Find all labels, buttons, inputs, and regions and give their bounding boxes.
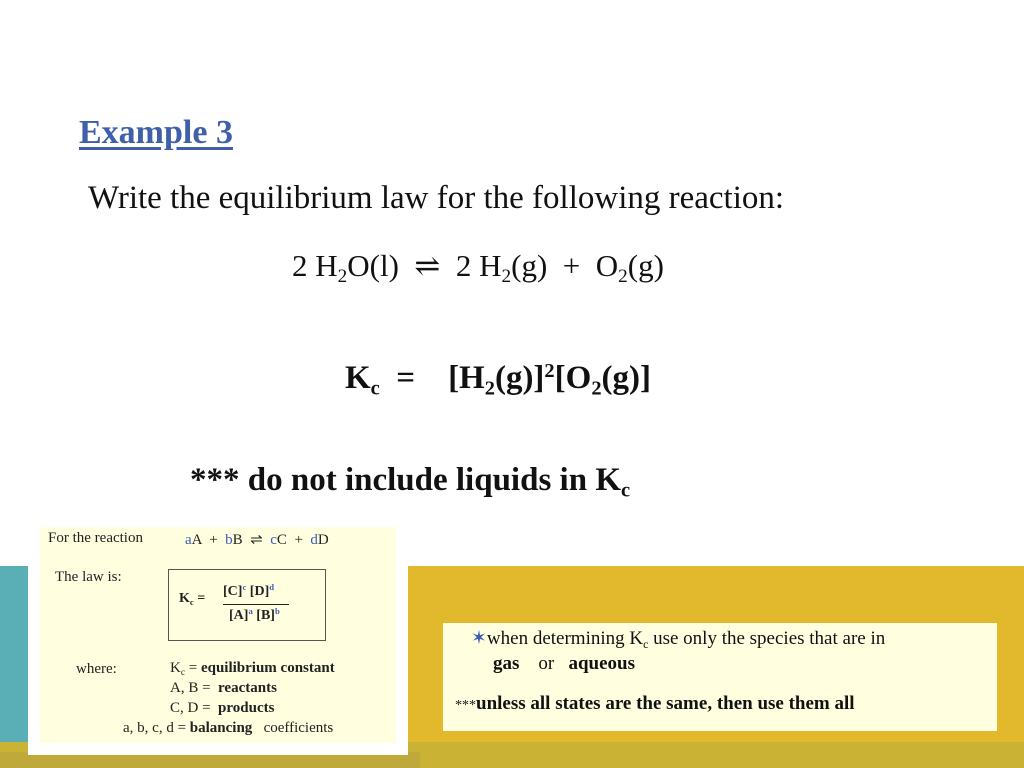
law-denominator: $[A]^a$ $[B]^b$ <box>229 606 280 623</box>
equilibrium-arrow-icon: ⇌ <box>414 248 441 283</box>
product-hydrogen: 2 $H_2(g)$ <box>455 248 548 288</box>
species-info-box <box>443 623 997 731</box>
general-reaction: aA + bB ⇌ cC + dD <box>185 532 329 548</box>
plus-sign: + <box>562 248 581 283</box>
slide-title: Example 3 <box>79 114 233 151</box>
slide-prompt: Write the equilibrium law for the following reaction: <box>88 180 785 216</box>
def-kc: $K_c$ = equilibrium constant <box>170 660 335 678</box>
def-coefficients: a, b, c, d = balancing coefficients <box>123 720 334 736</box>
reaction-equation <box>292 248 664 288</box>
fraction-bar <box>223 604 289 605</box>
where-label: where: <box>76 661 117 677</box>
reactant-water: 2 $H_2O(l)$ <box>292 248 399 288</box>
exception-line: ***unless all states are the same, then use them all <box>455 693 855 714</box>
law-numerator: $[C]^c$ $[D]^d$ <box>223 582 275 599</box>
product-oxygen: $O_2(g)$ <box>595 248 664 288</box>
law-image-box <box>40 527 396 743</box>
law-kc-symbol: $K_c$ = <box>179 591 206 607</box>
law-label: The law is: <box>55 569 122 585</box>
species-rule-line: ✶when determining $K_c$ use only the species that are in <box>471 628 886 651</box>
def-reactants: A, B = reactants <box>170 680 277 696</box>
states-line: gas or aqueous <box>493 653 636 674</box>
liquids-note: *** do not include liquids in $K_c$ <box>190 462 631 502</box>
def-products: C, D = products <box>170 700 275 716</box>
star-bullet-icon: ✶ <box>471 628 487 649</box>
kc-expression: $K_c$ = $[H_2(g)]^2[O_2(g)]$ <box>345 359 651 400</box>
for-reaction-label: For the reaction <box>48 530 143 546</box>
